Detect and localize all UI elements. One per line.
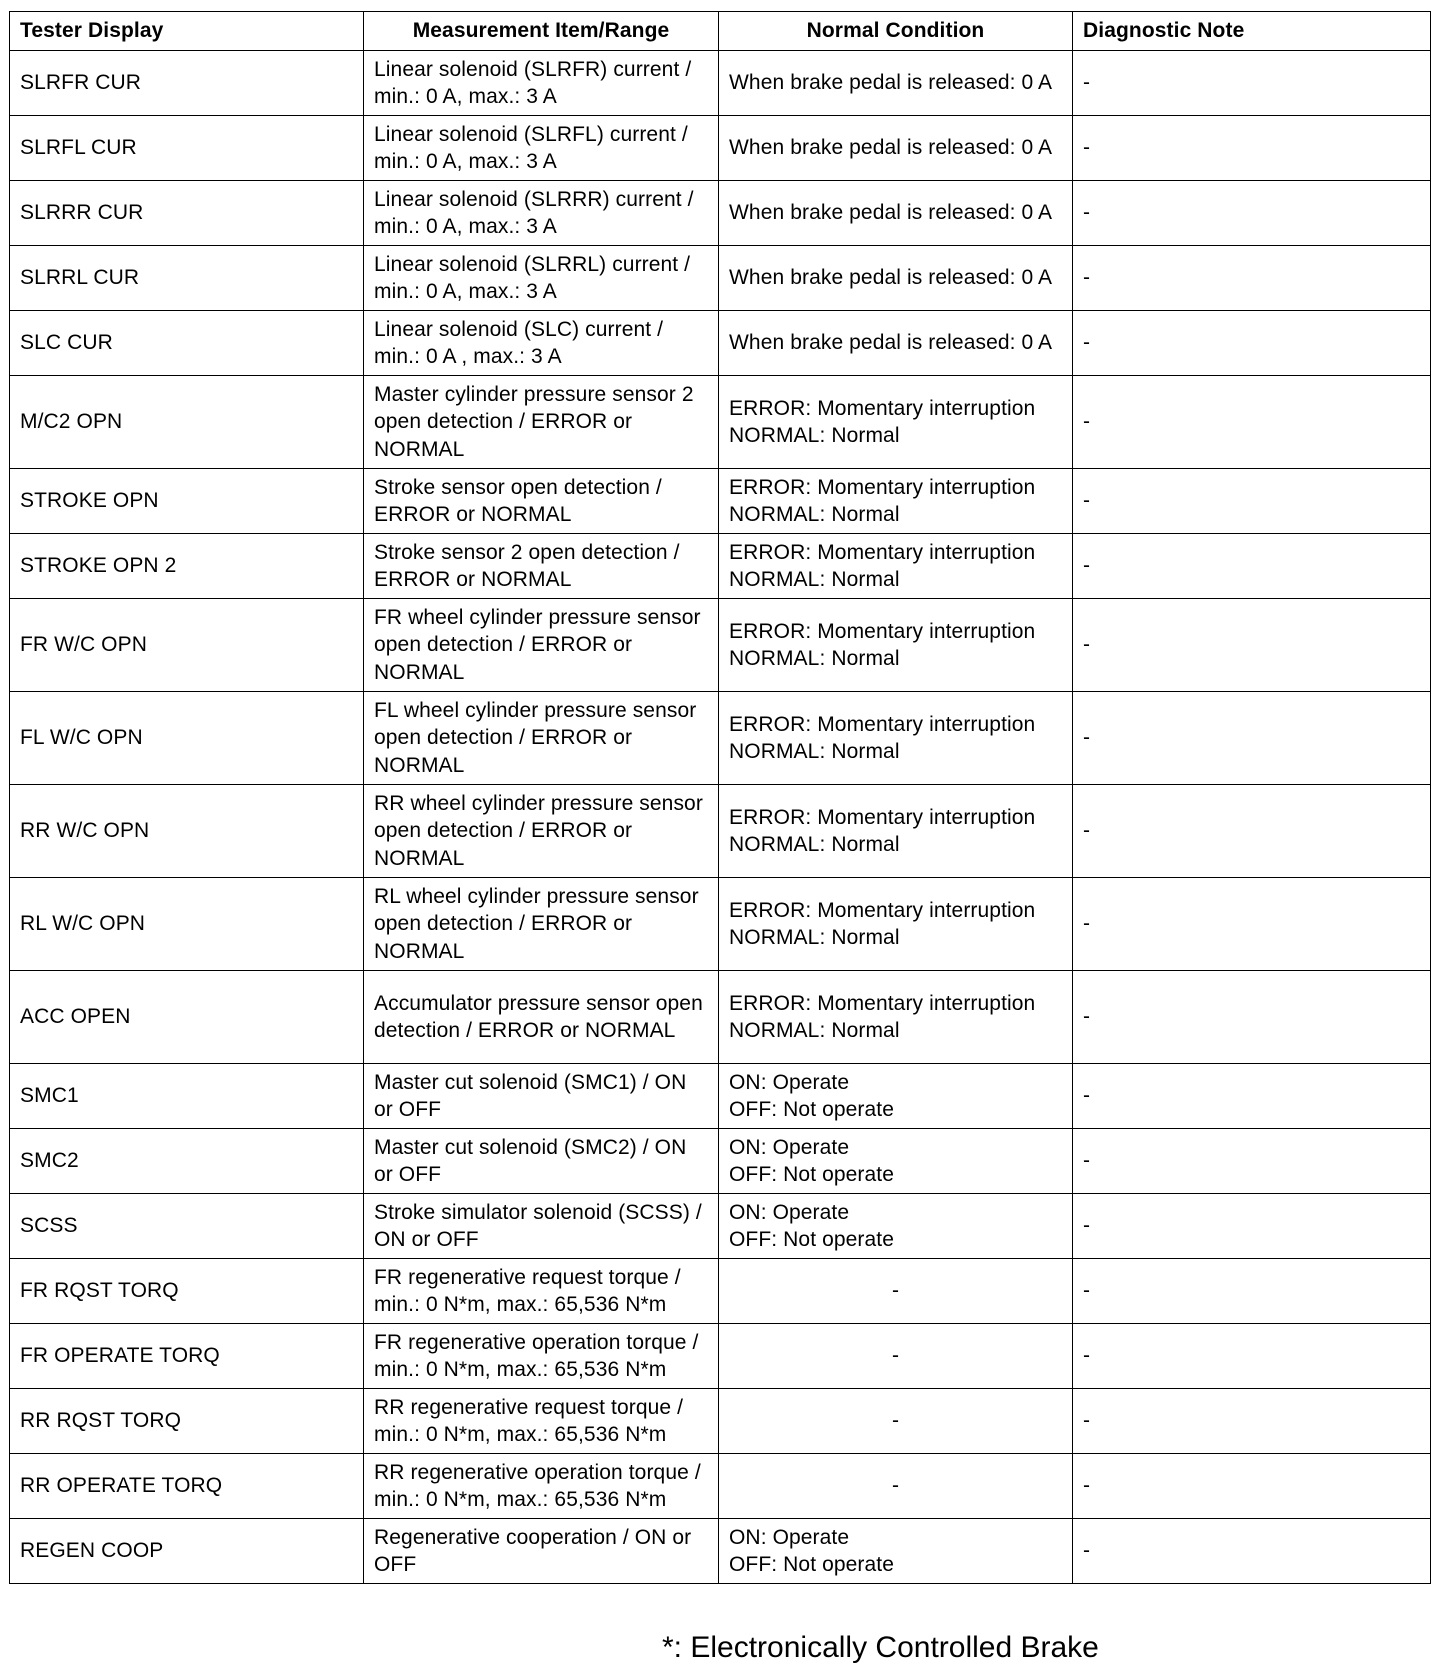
cell-diagnostic-note: - — [1073, 1454, 1431, 1519]
table-row — [10, 599, 1431, 692]
normal-line: OFF: Not operate — [729, 1553, 894, 1576]
cell-diagnostic-note: - — [1073, 534, 1431, 599]
cell-tester-display: RR RQST TORQ — [10, 1389, 364, 1454]
cell-diagnostic-note: - — [1073, 469, 1431, 534]
cell-normal-condition: - — [719, 1389, 1073, 1454]
cell-measurement-item: Linear solenoid (SLRFL) current / min.: 0 A, max.: 3 A — [364, 116, 719, 181]
cell-measurement-item: Linear solenoid (SLRRR) current / min.: 0 A, max.: 3 A — [364, 181, 719, 246]
cell-tester-display: FR RQST TORQ — [10, 1259, 364, 1324]
cell-tester-display: ACC OPEN — [10, 971, 364, 1064]
cell-tester-display: STROKE OPN 2 — [10, 534, 364, 599]
cell-measurement-item: Stroke sensor 2 open detection / ERROR or NORMAL — [364, 534, 719, 599]
cell-normal-condition — [719, 599, 1073, 692]
table-row — [10, 534, 1431, 599]
cell-normal-condition: When brake pedal is released: 0 A — [719, 116, 1073, 181]
table-row — [10, 246, 1431, 311]
normal-line: NORMAL: Normal — [729, 568, 900, 591]
cell-normal-condition: - — [719, 1324, 1073, 1389]
normal-line: NORMAL: Normal — [729, 647, 900, 670]
cell-diagnostic-note: - — [1073, 1194, 1431, 1259]
table-row — [10, 1454, 1431, 1519]
cell-measurement-item: FR wheel cylinder pressure sensor open detection / ERROR or NORMAL — [364, 599, 719, 692]
cell-tester-display: SLC CUR — [10, 311, 364, 376]
normal-line: NORMAL: Normal — [729, 503, 900, 526]
normal-line: ON: Operate — [729, 1070, 850, 1094]
normal-line: ERROR: Momentary interruption — [729, 396, 1036, 420]
cell-diagnostic-note: - — [1073, 51, 1431, 116]
table-row — [10, 1259, 1431, 1324]
cell-diagnostic-note: - — [1073, 971, 1431, 1064]
table-row — [10, 1129, 1431, 1194]
cell-normal-condition: - — [719, 1259, 1073, 1324]
cell-diagnostic-note: - — [1073, 1389, 1431, 1454]
cell-diagnostic-note: - — [1073, 599, 1431, 692]
cell-normal-condition — [719, 376, 1073, 469]
cell-normal-condition — [719, 1194, 1073, 1259]
cell-normal-condition — [719, 534, 1073, 599]
cell-measurement-item: Linear solenoid (SLRRL) current / min.: 0 A, max.: 3 A — [364, 246, 719, 311]
cell-measurement-item: Regenerative cooperation / ON or OFF — [364, 1519, 719, 1584]
normal-line: ON: Operate — [729, 1525, 850, 1549]
cell-measurement-item: FR regenerative request torque / min.: 0 N*m, max.: 65,536 N*m — [364, 1259, 719, 1324]
cell-tester-display: SLRFR CUR — [10, 51, 364, 116]
cell-tester-display: REGEN COOP — [10, 1519, 364, 1584]
cell-diagnostic-note: - — [1073, 1129, 1431, 1194]
cell-tester-display: SLRRR CUR — [10, 181, 364, 246]
cell-measurement-item: Stroke simulator solenoid (SCSS) / ON or OFF — [364, 1194, 719, 1259]
cell-diagnostic-note: - — [1073, 1259, 1431, 1324]
cell-normal-condition — [719, 785, 1073, 878]
normal-line: ERROR: Momentary interruption — [729, 898, 1036, 922]
cell-normal-condition — [719, 469, 1073, 534]
normal-line: OFF: Not operate — [729, 1228, 894, 1251]
table-row — [10, 971, 1431, 1064]
cell-tester-display: RR OPERATE TORQ — [10, 1454, 364, 1519]
cell-tester-display: SCSS — [10, 1194, 364, 1259]
cell-measurement-item: RL wheel cylinder pressure sensor open detection / ERROR or NORMAL — [364, 878, 719, 971]
normal-line: ERROR: Momentary interruption — [729, 991, 1036, 1015]
data-list-table — [9, 11, 1431, 1584]
table-row — [10, 311, 1431, 376]
cell-tester-display: FR OPERATE TORQ — [10, 1324, 364, 1389]
cell-measurement-item: Master cylinder pressure sensor 2 open detection / ERROR or NORMAL — [364, 376, 719, 469]
cell-normal-condition — [719, 692, 1073, 785]
table-row — [10, 1519, 1431, 1584]
cell-measurement-item: RR regenerative operation torque / min.: 0 N*m, max.: 65,536 N*m — [364, 1454, 719, 1519]
table-row — [10, 181, 1431, 246]
normal-line: ERROR: Momentary interruption — [729, 475, 1036, 499]
normal-line: ON: Operate — [729, 1200, 850, 1224]
normal-line: ON: Operate — [729, 1135, 850, 1159]
cell-tester-display: SMC2 — [10, 1129, 364, 1194]
cell-normal-condition: When brake pedal is released: 0 A — [719, 246, 1073, 311]
table-row — [10, 116, 1431, 181]
cell-normal-condition: - — [719, 1454, 1073, 1519]
normal-line: NORMAL: Normal — [729, 740, 900, 763]
header-diagnostic-note: Diagnostic Note — [1073, 12, 1431, 51]
table-row — [10, 469, 1431, 534]
cell-tester-display: SLRFL CUR — [10, 116, 364, 181]
cell-diagnostic-note: - — [1073, 246, 1431, 311]
table-row — [10, 376, 1431, 469]
cell-measurement-item: Linear solenoid (SLRFR) current / min.: 0 A, max.: 3 A — [364, 51, 719, 116]
cell-diagnostic-note: - — [1073, 1324, 1431, 1389]
cell-normal-condition: When brake pedal is released: 0 A — [719, 51, 1073, 116]
cell-diagnostic-note: - — [1073, 1519, 1431, 1584]
header-normal-condition: Normal Condition — [719, 12, 1073, 51]
cell-tester-display: SMC1 — [10, 1064, 364, 1129]
cell-measurement-item: RR regenerative request torque / min.: 0 N*m, max.: 65,536 N*m — [364, 1389, 719, 1454]
cell-measurement-item: Master cut solenoid (SMC2) / ON or OFF — [364, 1129, 719, 1194]
cell-tester-display: RL W/C OPN — [10, 878, 364, 971]
cell-diagnostic-note: - — [1073, 116, 1431, 181]
table-row — [10, 878, 1431, 971]
cell-normal-condition: When brake pedal is released: 0 A — [719, 311, 1073, 376]
table-row — [10, 1324, 1431, 1389]
header-measurement-item: Measurement Item/Range — [364, 12, 719, 51]
cell-diagnostic-note: - — [1073, 376, 1431, 469]
cell-tester-display: M/C2 OPN — [10, 376, 364, 469]
normal-line: ERROR: Momentary interruption — [729, 619, 1036, 643]
normal-line: NORMAL: Normal — [729, 926, 900, 949]
cell-normal-condition — [719, 1064, 1073, 1129]
cell-measurement-item: Master cut solenoid (SMC1) / ON or OFF — [364, 1064, 719, 1129]
table-row — [10, 785, 1431, 878]
normal-line: ERROR: Momentary interruption — [729, 540, 1036, 564]
data-list-sheet — [9, 11, 1430, 1584]
cell-tester-display: FL W/C OPN — [10, 692, 364, 785]
cell-measurement-item: Accumulator pressure sensor open detection / ERROR or NORMAL — [364, 971, 719, 1064]
normal-line: NORMAL: Normal — [729, 424, 900, 447]
table-row — [10, 692, 1431, 785]
normal-line: NORMAL: Normal — [729, 1019, 900, 1042]
table-row — [10, 1389, 1431, 1454]
cell-measurement-item: FL wheel cylinder pressure sensor open detection / ERROR or NORMAL — [364, 692, 719, 785]
cell-measurement-item: RR wheel cylinder pressure sensor open detection / ERROR or NORMAL — [364, 785, 719, 878]
normal-line: ERROR: Momentary interruption — [729, 712, 1036, 736]
cell-diagnostic-note: - — [1073, 311, 1431, 376]
normal-line: ERROR: Momentary interruption — [729, 805, 1036, 829]
table-row — [10, 51, 1431, 116]
normal-line: OFF: Not operate — [729, 1163, 894, 1186]
normal-line: NORMAL: Normal — [729, 833, 900, 856]
cell-normal-condition: When brake pedal is released: 0 A — [719, 181, 1073, 246]
cell-normal-condition — [719, 878, 1073, 971]
table-row — [10, 1064, 1431, 1129]
cell-diagnostic-note: - — [1073, 692, 1431, 785]
cell-diagnostic-note: - — [1073, 878, 1431, 971]
cell-diagnostic-note: - — [1073, 785, 1431, 878]
cell-measurement-item: Linear solenoid (SLC) current / min.: 0 A , max.: 3 A — [364, 311, 719, 376]
cell-diagnostic-note: - — [1073, 1064, 1431, 1129]
normal-line: OFF: Not operate — [729, 1098, 894, 1121]
table-row — [10, 1194, 1431, 1259]
cell-tester-display: RR W/C OPN — [10, 785, 364, 878]
cell-normal-condition — [719, 1519, 1073, 1584]
cell-tester-display: STROKE OPN — [10, 469, 364, 534]
header-tester-display: Tester Display — [10, 12, 364, 51]
table-header-row — [10, 12, 1431, 51]
footnote: *: Electronically Controlled Brake — [662, 1631, 1099, 1664]
cell-tester-display: FR W/C OPN — [10, 599, 364, 692]
cell-measurement-item: Stroke sensor open detection / ERROR or NORMAL — [364, 469, 719, 534]
cell-measurement-item: FR regenerative operation torque / min.: 0 N*m, max.: 65,536 N*m — [364, 1324, 719, 1389]
cell-normal-condition — [719, 971, 1073, 1064]
cell-diagnostic-note: - — [1073, 181, 1431, 246]
cell-tester-display: SLRRL CUR — [10, 246, 364, 311]
cell-normal-condition — [719, 1129, 1073, 1194]
